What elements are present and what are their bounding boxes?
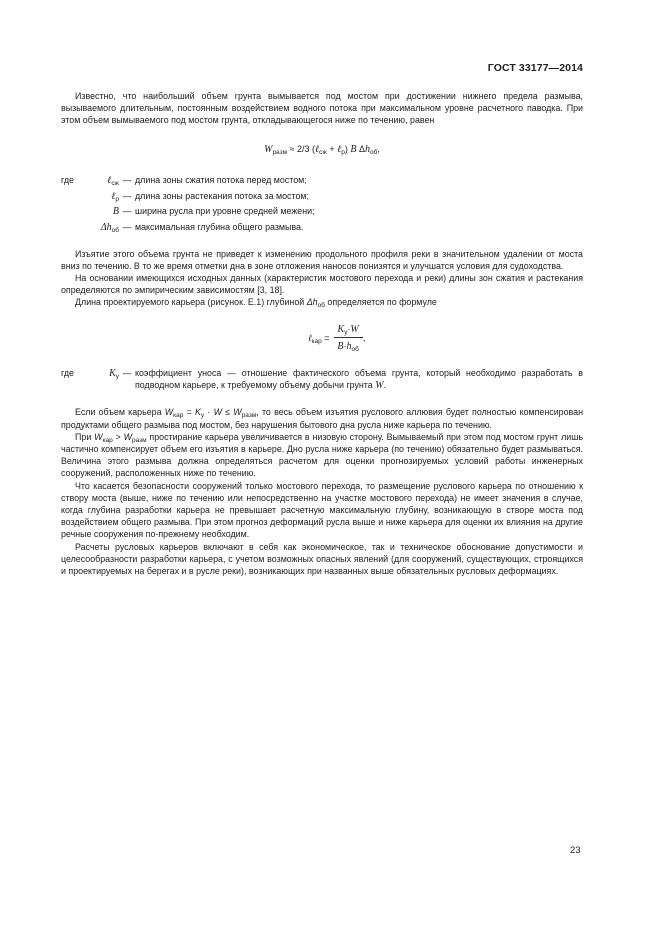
paragraph-intro: Известно, что наибольший объем грунта вымывается под мостом при достижении нижнего предела размыва, вызываемого длительным, постоянным воздействием водного потока при максимальном уровне расчетного паводка. При этом объем вымываемого под мостом грунта, откладывающегося ниже по течению, равен [61, 91, 583, 126]
where-list-2 [61, 367, 583, 392]
where-row: $\Delta h_{об}$ — максимальная глубина общего размыва. [100, 221, 304, 234]
fraction: $\frac{K_у\cdot W}{B\cdot h_{об}}$ [333, 323, 362, 353]
paragraph-zones: На основании имеющихся исходных данных (характеристик мостового перехода и реки) длины зон сжатия и растекания определяются по эмпирическим зависимостям [3, 18]. [61, 273, 583, 296]
paragraph-calculations: Расчеты русловых карьеров включают в себя как экономическое, так и техническое обоснование допустимости и целесообразности разработки карьера, с учетом возможных опасных явлений (для сооружений, существующих, строящихся и проектируемых на берегах и в русле реки), возникающих при названных выше обязательных русловых деформациях. [61, 541, 583, 577]
body-text [61, 90, 583, 577]
where-list-1 [61, 173, 583, 236]
where-row: B — ширина русла при уровне средней межени; [112, 206, 315, 218]
formula-quarry-length: ℓ$_{кар}$ = $\frac{K_у\cdot W}{B\cdot h_{об}}$ , [308, 323, 366, 353]
paragraph-quarry-length: Длина проектируемого карьера (рисунок. Е.1) глубиной $\Delta h_{об}$ определяется по формуле [75, 297, 437, 310]
where-row: где ℓ$_{сж}$ — длина зоны сжатия потока перед мостом; [61, 174, 307, 187]
paragraph-removal: Изъятие этого объема грунта не приведет к изменению продольного профиля реки в значительном удалении от моста вниз по течению. В то же время отметки дна в зоне отложения наносов понизятся и улучшатся условия для судоходства. [61, 248, 583, 271]
page-number: 23 [570, 845, 581, 856]
where-row: ℓ$_р$ — длина зоны растекания потока за мостом; [111, 190, 309, 203]
standard-code-header: ГОСТ 33177—2014 [487, 62, 583, 74]
paragraph-volume-condition: Если объем карьера $W_{кар} = K_у \cdot W \le W_{разм}$, то весь объем изъятия руслового аллювия будет полностью компенсирован продуктами общего размыва под мостом, без нарушения бытового дна русла ниже карьера по течению. [61, 407, 583, 430]
where-row: где $K_у$ — коэффициент уноса — отношение фактического объема грунта, который необходимо разработать в подводном карьере, к требуемому объему добычи грунта W. [61, 368, 583, 392]
paragraph-safety: Что касается безопасности сооружений только мостового перехода, то размещение руслового карьера по отношению к створу моста (выше, ниже по течению или непосредственно на участке мостового перехода) не имеет значения в случае, когда глубина разработки карьера не превышает расчетную максимальную глубину, возникающую в створе моста под воздействием общего размыва. При этом прогноз деформаций русла выше и ниже карьера для оценки их влияния на другие речные сооружения по-прежнему необходим. [61, 480, 583, 540]
paragraph-volume-exceeds: При $W_{кар} > W_{разм}$ простирание карьера увеличивается в низовую сторону. Вымываемый при этом под мостом грунт лишь частично компенсирует объем его изъятия в карьере. Дно русла ниже карьера (по течению) обязательно будет размываться. Величина этого размыва должна определяться расчетом для оценки прогнозируемых условий работы инженерных сооружений, расположенных ниже по течению. [61, 431, 583, 479]
formula-washout-volume: $W_{разм} \approx 2/3$ (ℓ$_{сж}$ + ℓ$_р$) B $\Delta h_{об}$, [264, 143, 380, 156]
